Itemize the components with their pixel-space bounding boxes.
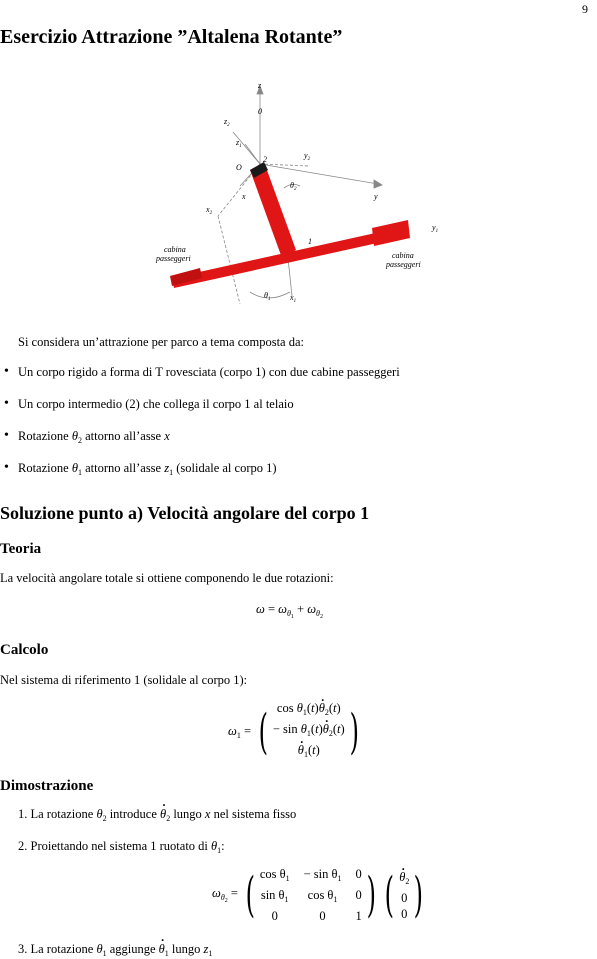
omega-sum-equation: $\omega = \omega_{\theta_1} + \omega_{\theta_2}$ xyxy=(256,602,323,620)
calcolo-heading: Calcolo xyxy=(0,642,49,658)
page-number: 9 xyxy=(582,2,588,16)
label-cabin-right-1: cabina xyxy=(392,251,414,260)
intro-text: Si considera un’attrazione per parco a tema composta da: xyxy=(18,335,304,349)
label-x2: $x_2$ xyxy=(206,205,213,216)
label-theta1: $\theta_1$ xyxy=(264,291,271,302)
label-one: 1 xyxy=(308,237,312,246)
dimostrazione-heading: Dimostrazione xyxy=(0,778,94,794)
teoria-heading: Teoria xyxy=(0,541,42,557)
label-theta2: $\theta_2$ xyxy=(290,181,297,192)
demo-step-2: 2. Proiettando nel sistema 1 ruotato di $\theta_1$: xyxy=(18,839,225,855)
bullet-item: • Un corpo intermedio (2) che collega il corpo 1 al telaio xyxy=(4,396,294,411)
label-cabin-left-1: cabina xyxy=(164,245,186,254)
demo-step-1: 1. La rotazione $\theta_2$ introduce · $\theta_2$ lungo x nel sistema fisso xyxy=(18,807,296,823)
bullet-icon: • xyxy=(4,428,9,443)
right-cabin xyxy=(372,220,410,246)
label-x: x xyxy=(242,192,246,201)
rotation-matrix: $\cos \theta_1$ − $\sin \theta_1$ 0 $\sin \theta_1$ $\cos \theta_1$ 0 0 0 1 xyxy=(259,867,362,923)
bullet-item: • Rotazione $\theta_2$ attorno all’asse x xyxy=(4,428,170,445)
label-cabin-right-2: passeggeri xyxy=(386,260,421,269)
label-y1: $y_1$ xyxy=(432,223,439,234)
calcolo-text: Nel sistema di riferimento 1 (solidale al corpo 1): xyxy=(0,673,248,687)
bullet-icon: • xyxy=(4,396,9,411)
label-y2: $y_2$ xyxy=(304,151,311,162)
label-z2: $z_2$ xyxy=(224,117,230,128)
bullet-icon: • xyxy=(4,460,9,475)
omega1-vector: $\omega_1$ = ( $\cos \theta_1(t)\cdot \theta_2(t)$ − $\sin \theta_1(t)\cdot \theta_2(t)$ · $\theta_1(t)$ ) xyxy=(228,700,363,763)
bullet-icon: • xyxy=(4,364,9,379)
label-z: z xyxy=(258,81,262,90)
label-origin: O xyxy=(236,163,242,172)
label-cabin-left-2: passeggeri xyxy=(156,254,191,263)
theta2-dot-vector: · $\theta_2$ 0 0 xyxy=(399,869,409,922)
intermediate-body xyxy=(250,162,296,258)
bullet-item: • Rotazione $\theta_1$ attorno all’asse $z_1$ (solidale al corpo 1) xyxy=(4,460,277,477)
swing-diagram xyxy=(150,78,450,308)
label-x1: $x_1$ xyxy=(290,293,297,304)
page-title: Esercizio Attrazione ”Altalena Rotante” xyxy=(0,26,343,48)
label-zero: 0 xyxy=(258,107,262,116)
teoria-text: La velocità angolare totale si ottiene componendo le due rotazioni: xyxy=(0,571,334,585)
label-two: 2 xyxy=(263,155,267,164)
label-y: y xyxy=(374,192,378,201)
demo-step-3: 3. La rotazione $\theta_1$ aggiunge · $\theta_1$ lungo $z_1$ xyxy=(18,942,212,958)
label-z1: $z_1$ xyxy=(236,138,242,149)
section-heading: Soluzione punto a) Velocità angolare del corpo 1 xyxy=(0,503,370,523)
rotation-equation: $\omega_{\theta_2}$ = ( $\cos \theta_1$ − $\sin \theta_1$ 0 $\sin \theta_1$ $\cos \theta_1$ 0 0 0 1 ) ( · $\theta_2$ 0 0 ) xyxy=(212,866,428,924)
bullet-item: • Un corpo rigido a forma di T rovesciata (corpo 1) con due cabine passeggeri xyxy=(4,364,400,379)
